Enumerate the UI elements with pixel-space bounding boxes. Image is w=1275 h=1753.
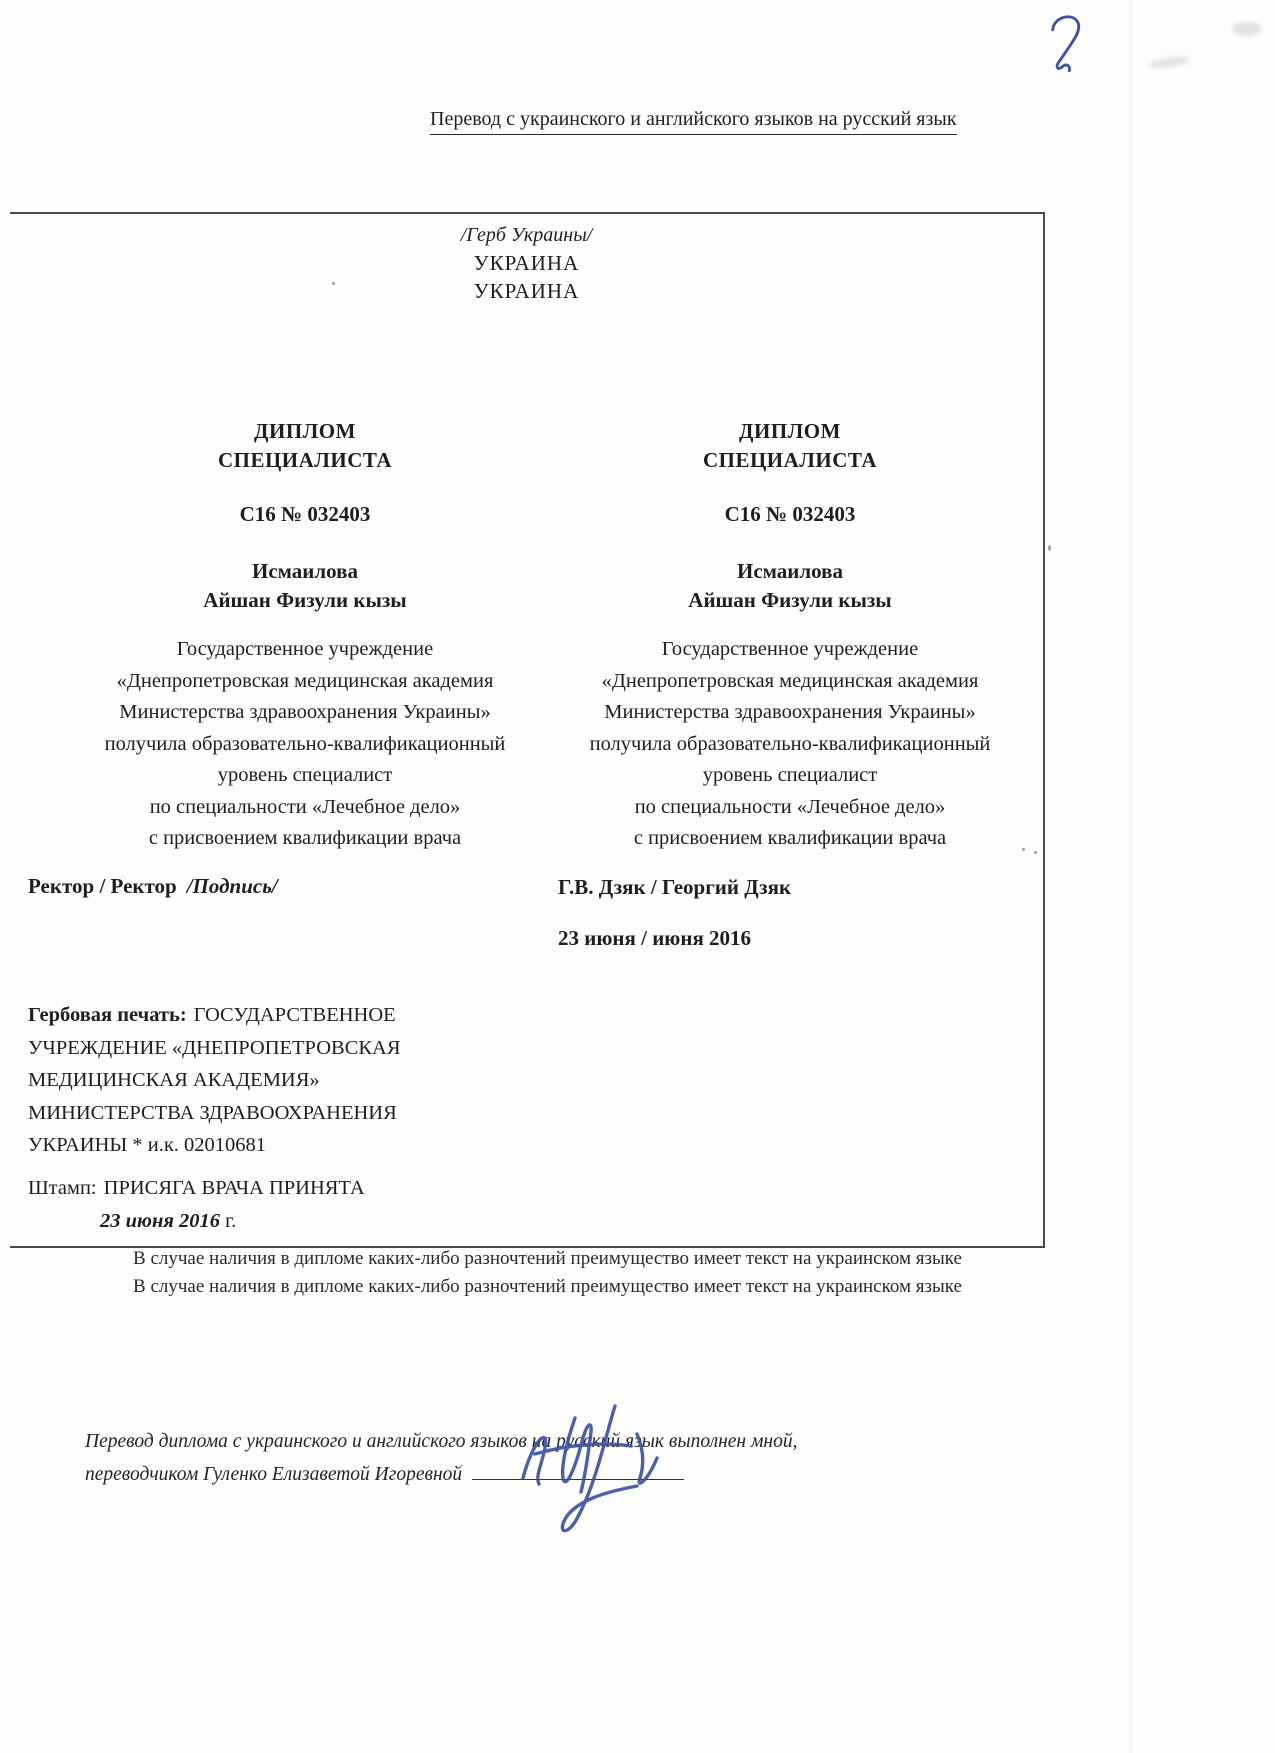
scan-speck <box>1048 545 1051 551</box>
country-header <box>10 221 1043 305</box>
diploma-title-right: ДИПЛОМ СПЕЦИАЛИСТА <box>702 419 878 472</box>
certificate-box <box>10 212 1045 1248</box>
translator-signature <box>505 1396 705 1554</box>
handwritten-page-number <box>1046 12 1086 74</box>
diploma-number-left: С16 № 032403 <box>239 502 371 526</box>
discrepancy-note-2: В случае наличия в дипломе каких-либо разночтений преимущество имеет текст на украинском языке <box>133 1276 962 1297</box>
diploma-body-right: Государственное учреждение «Днепропетровская медицинская академия Министерства здравоохранения Украины» получила образовательно-квалификационный уровень специалист по специальности «Лечебное дело» с присвоением квалификации врача <box>589 638 991 849</box>
stamp-label: Штамп: <box>28 1177 97 1199</box>
diploma-body-left: Государственное учреждение «Днепропетровская медицинская академия Министерства здравоохранения Украины» получила образовательно-квалификационный уровень специалист по специальности «Лечебное дело» с присвоением квалификации врача <box>104 638 506 849</box>
rector-name: Г.В. Дзяк / Георгий Дзяк <box>558 875 792 899</box>
rector-line <box>28 874 278 899</box>
diploma-title-left: ДИПЛОМ СПЕЦИАЛИСТА <box>217 419 393 472</box>
rector-label: Ректор / Ректор <box>28 874 177 898</box>
graduate-name-left: Исмаилова Айшан Физули кызы <box>203 559 407 612</box>
translation-header: Перевод с украинского и английского языков на русский язык <box>430 108 957 135</box>
signature-note: /Подпись/ <box>186 874 278 898</box>
issue-date: 23 июня / июня 2016 <box>558 926 752 950</box>
stamp-block: Штамп: ПРИСЯГА ВРАЧА ПРИНЯТА 23 июня 2016 г. <box>28 1177 365 1232</box>
discrepancy-note-1: В случае наличия в дипломе каких-либо разночтений преимущество имеет текст на украинском языке <box>133 1248 962 1269</box>
scan-artifact-line <box>1129 0 1132 1753</box>
country-name: УКРАИНА <box>473 251 580 275</box>
emblem-note: /Герб Украины/ <box>460 224 593 246</box>
scan-smudge <box>1232 22 1262 36</box>
country-name: УКРАИНА <box>473 279 580 303</box>
diploma-number-right: С16 № 032403 <box>724 502 856 526</box>
translator-statement: Перевод диплома с украинского и английского языков на русский язык выполнен мной, переводчиком Гуленко Елизаветой Игоревной <box>85 1431 798 1485</box>
stamp-date: 23 июня 2016 <box>100 1209 221 1232</box>
scan-smudge <box>1148 55 1191 70</box>
seal-label: Гербовая печать: <box>28 1004 187 1026</box>
graduate-name-right: Исмаилова Айшан Физули кызы <box>688 559 892 612</box>
seal-block: Гербовая печать: ГОСУДАРСТВЕННОЕ УЧРЕЖДЕНИЕ «ДНЕПРОПЕТРОВСКАЯ МЕДИЦИНСКАЯ АКАДЕМИЯ» МИНИСТЕРСТВА ЗДРАВООХРАНЕНИЯ УКРАИНЫ * и.к. 02010681 <box>28 1004 401 1156</box>
